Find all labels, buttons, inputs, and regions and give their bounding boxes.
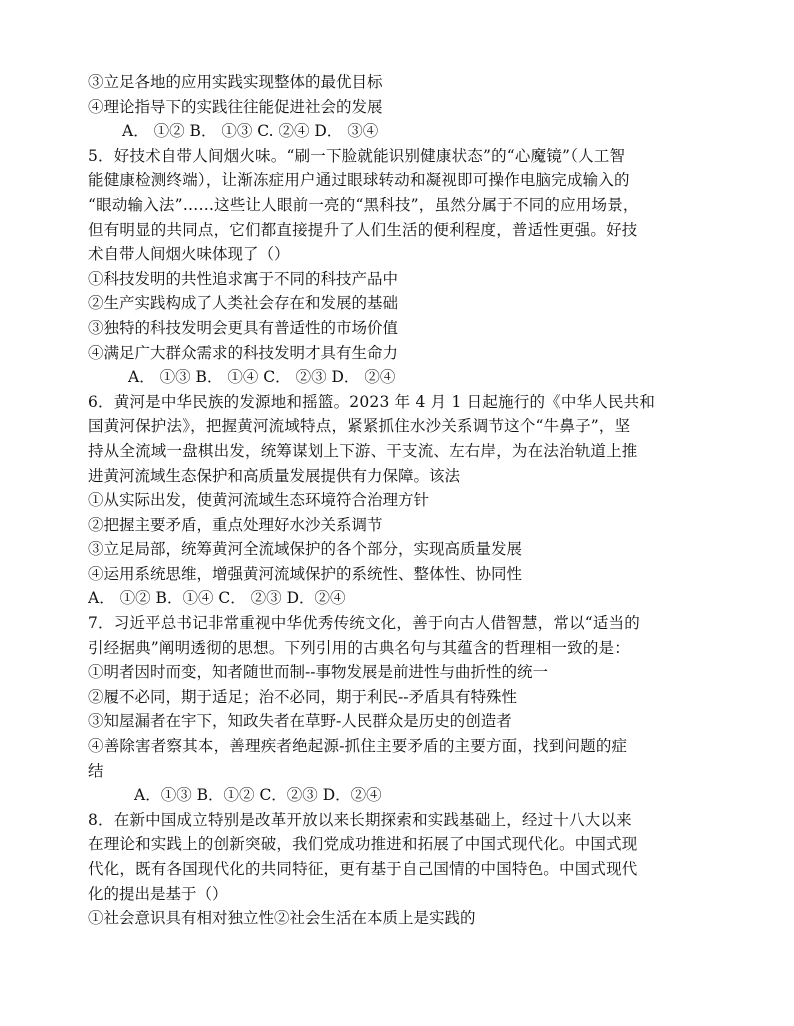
option-1-q6: ①从实际出发，使黄河流域生态环境符合治理方针 (88, 491, 430, 510)
question-6-line-2: 国黄河保护法》，把握黄河流域特点，紧紧抓住水沙关系调节这个“牛鼻子”，坚 (88, 417, 631, 436)
question-6-line-1: 6．黄河是中华民族的发源地和摇篮。2023 年 4 月 1 日起施行的《中华人民共和 (88, 392, 656, 411)
question-8-line-1: 8．在新中国成立特别是改革开放以来长期探索和实践基础上，经过十八大以来 (88, 810, 632, 829)
option-2-q5: ②生产实践构成了人类社会存在和发展的基础 (88, 294, 399, 313)
options-1-2-q8: ①社会意识具有相对独立性②社会生活在本质上是实践的 (88, 909, 476, 928)
option-3-q6: ③立足局部，统筹黄河全流域保护的各个部分，实现高质量发展 (88, 540, 523, 559)
question-7-line-1: 7．习近平总书记非常重视中华优秀传统文化，善于向古人借智慧，常以“适当的 (88, 614, 640, 633)
question-8-line-2: 在理论和实践上的创新突破，我们党成功推进和拓展了中国式现代化。中国式现 (88, 835, 638, 854)
option-1-q5: ①科技发明的共性追求寓于不同的科技产品中 (88, 269, 399, 288)
answer-choices-q4: A． ①② B． ①③ C. ②④ D． ③④ (122, 122, 379, 141)
answer-choices-q7: A．①③ B．①② C．②③ D．②④ (134, 786, 382, 805)
option-3-q4: ③立足各地的应用实践实现整体的最优目标 (88, 73, 383, 91)
question-5-line-5: 术自带人间烟火味体现了（） (88, 245, 290, 264)
question-5-line-1: 5．好技术自带人间烟火味。“刷一下脸就能识别健康状态”的“心魔镜”（人工智 (88, 146, 626, 165)
option-4-q7: ④善除害者察其本，善理疾者绝起源-抓住主要矛盾的主要方面，找到问题的症 (88, 737, 628, 756)
option-4-q5: ④满足广大群众需求的科技发明才具有生命力 (88, 343, 399, 362)
option-1-q7: ①明者因时而变，知者随世而制--事物发展是前进性与曲折性的统一 (88, 663, 548, 682)
question-5-line-3: “眼动输入法”……这些让人眼前一亮的“黑科技”，虽然分属于不同的应用场景， (88, 195, 639, 214)
question-8-line-3: 代化，既有各国现代化的共同特征，更有基于自己国情的中国特色。中国式现代 (88, 860, 638, 878)
question-text (88, 70, 708, 931)
option-3-q7: ③知屋漏者在宇下，知政失者在草野-人民群众是历史的创造者 (88, 712, 512, 731)
question-6-line-4: 进黄河流域生态保护和高质量发展提供有力保障。该法 (88, 466, 461, 485)
option-4-q6: ④运用系统思维，增强黄河流域保护的系统性、整体性、协同性 (88, 564, 523, 583)
option-4-q4: ④理论指导下的实践往往能促进社会的发展 (88, 97, 383, 116)
question-6-line-3: 持从全流域一盘棋出发，统筹谋划上下游、干支流、左右岸，为在法治轨道上推 (88, 441, 638, 460)
answer-choices-q6: A． ①② B．①④ C． ②③ D．②④ (88, 589, 346, 608)
question-5-line-4: 但有明显的共同点，它们都直接提升了人们生活的便利程度，普适性更强。好技 (88, 220, 638, 239)
option-3-q5: ③独特的科技发明会更具有普适性的市场价值 (88, 318, 399, 337)
option-4-q7-continued: 结 (88, 761, 104, 780)
question-5-line-2: 能健康检测终端），让渐冻症用户通过眼球转动和凝视即可操作电脑完成输入的 (88, 171, 630, 190)
answer-choices-q5: A． ①③ B． ①④ C． ②③ D． ②④ (128, 368, 396, 387)
question-8-line-4: 化的提出是基于（） (88, 884, 228, 903)
option-2-q7: ②履不必同，期于适足；治不必同，期于利民--矛盾具有特殊性 (88, 687, 517, 706)
option-2-q6: ②把握主要矛盾，重点处理好水沙关系调节 (88, 515, 383, 534)
question-7-line-2: 引经据典”阐明透彻的思想。下列引用的古典名句与其蕴含的哲理相一致的是： (88, 638, 630, 657)
